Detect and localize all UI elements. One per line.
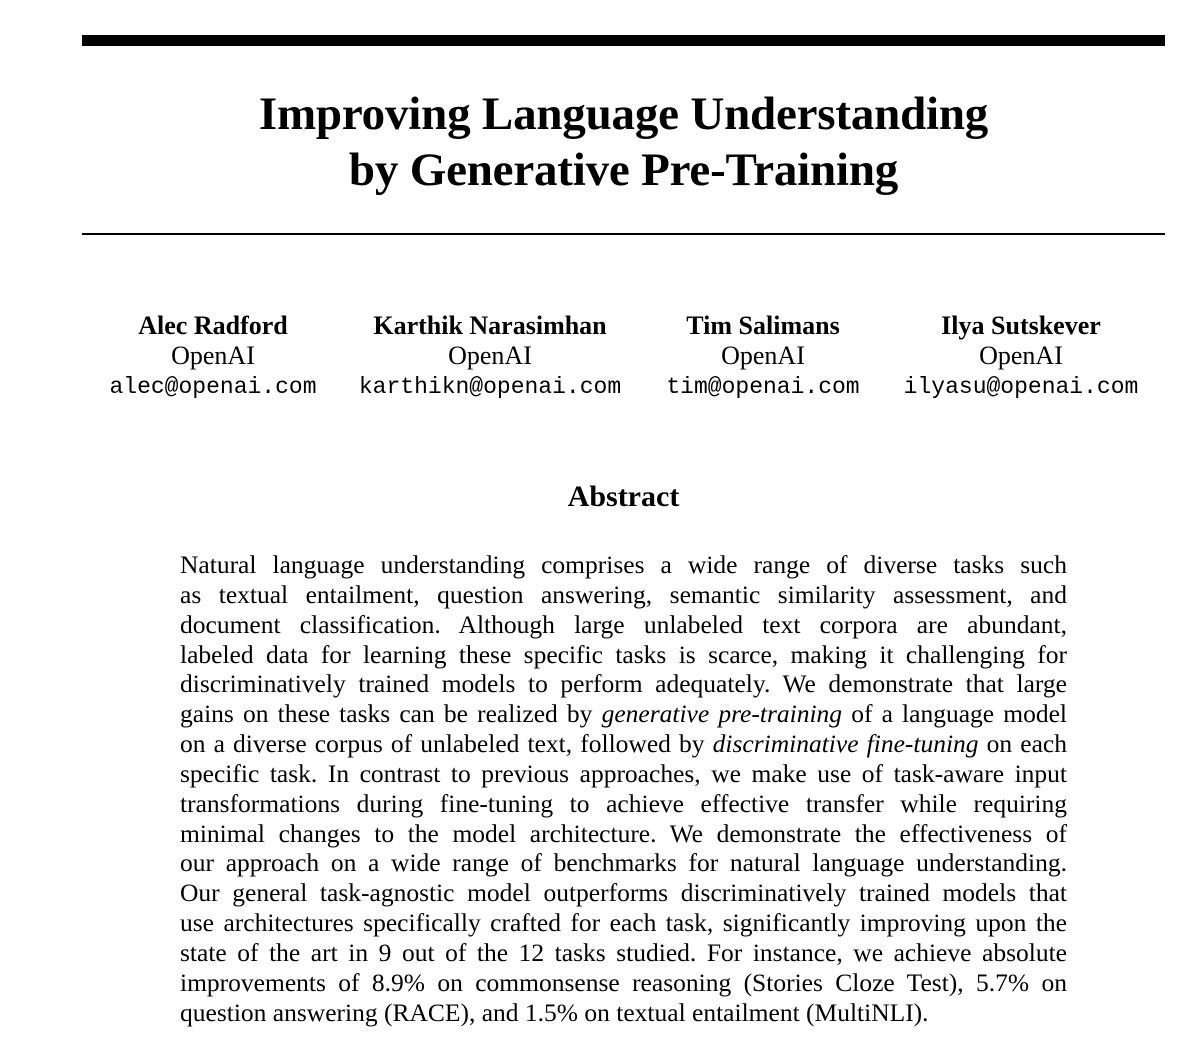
abstract-text: specific task. In contrast to previous approaches, we make use of task-aware input [180, 758, 1067, 788]
author-name: Karthik Narasimhan [373, 311, 607, 340]
title-rule [82, 233, 1165, 235]
abstract-text: labeled data for learning these specific tasks is scarce, making it challenging for [180, 639, 1067, 669]
author-email: karthikn@openai.com [358, 374, 622, 400]
paper-title [0, 86, 1200, 198]
abstract-line [180, 699, 1067, 729]
author-email: tim@openai.com [666, 374, 860, 400]
author-email: ilyasu@openai.com [903, 374, 1139, 400]
author-tim-salimans [666, 311, 859, 403]
abstract-text: Our general task-agnostic model outperforms discriminatively trained models that [180, 878, 1067, 908]
abstract-heading: Abstract [567, 480, 680, 513]
abstract-line [180, 669, 1067, 699]
abstract-text: transformations during fine-tuning to achieve effective transfer while requiring [180, 788, 1067, 818]
author-name: Tim Salimans [686, 311, 840, 340]
abstract-text: minimal changes to the model architecture. We demonstrate the effectiveness of [180, 818, 1067, 848]
abstract-line [180, 640, 1067, 670]
abstract-emphasis: generative pre-training [601, 699, 843, 729]
abstract-line [180, 819, 1067, 849]
author-email: alec@openai.com [109, 374, 317, 400]
abstract-line [180, 998, 1067, 1028]
paper-title-line-2: by Generative Pre-Training [348, 144, 899, 196]
abstract-text: question answering (RACE), and 1.5% on textual entailment (MultiNLI). [180, 997, 929, 1027]
paper-title-line-1: Improving Language Understanding [258, 88, 989, 140]
abstract-text: Natural language understanding comprises a wide range of diverse tasks such [180, 550, 1067, 579]
author-affiliation: OpenAI [448, 341, 532, 370]
abstract-text: on each [978, 729, 1068, 759]
abstract-text: improvements of 8.9% on commonsense reasoning (Stories Cloze Test), 5.7% on [180, 967, 1067, 997]
abstract-line [180, 908, 1067, 938]
abstract-line [180, 759, 1067, 789]
author-affiliation: OpenAI [721, 341, 805, 370]
abstract-text: gains on these tasks can be realized by [180, 699, 602, 729]
abstract-body [180, 550, 1067, 1028]
top-rule [82, 35, 1165, 46]
author-name: Alec Radford [138, 311, 288, 340]
author-affiliation: OpenAI [171, 341, 255, 370]
abstract-text: use architectures specifically crafted for each task, significantly improving upon the [180, 908, 1067, 938]
abstract-line [180, 968, 1067, 998]
abstract-line [180, 550, 1067, 580]
abstract-line [180, 848, 1067, 878]
abstract-line [180, 729, 1067, 759]
author-karthik-narasimhan [359, 311, 621, 403]
author-alec-radford [109, 311, 316, 403]
abstract-text: our approach on a wide range of benchmarks for natural language understanding. [180, 848, 1067, 878]
abstract-text: of a language model [842, 699, 1067, 729]
abstract-text: discriminatively trained models to perform adequately. We demonstrate that large [180, 669, 1067, 699]
abstract-text: state of the art in 9 out of the 12 tasks studied. For instance, we achieve absolute [180, 937, 1067, 967]
abstract-line [180, 580, 1067, 610]
author-affiliation: OpenAI [979, 341, 1063, 370]
author-ilya-sutskever [904, 311, 1139, 403]
abstract-text: document classification. Although large unlabeled text corpora are abundant, [180, 609, 1067, 639]
abstract-line [180, 938, 1067, 968]
abstract-line [180, 878, 1067, 908]
abstract-text: on a diverse corpus of unlabeled text, followed by [180, 729, 713, 759]
author-name: Ilya Sutskever [941, 311, 1101, 340]
abstract-line [180, 789, 1067, 819]
abstract-emphasis: discriminative fine-tuning [712, 729, 979, 759]
abstract-text: as textual entailment, question answering, semantic similarity assessment, and [180, 579, 1067, 609]
abstract-line [180, 610, 1067, 640]
